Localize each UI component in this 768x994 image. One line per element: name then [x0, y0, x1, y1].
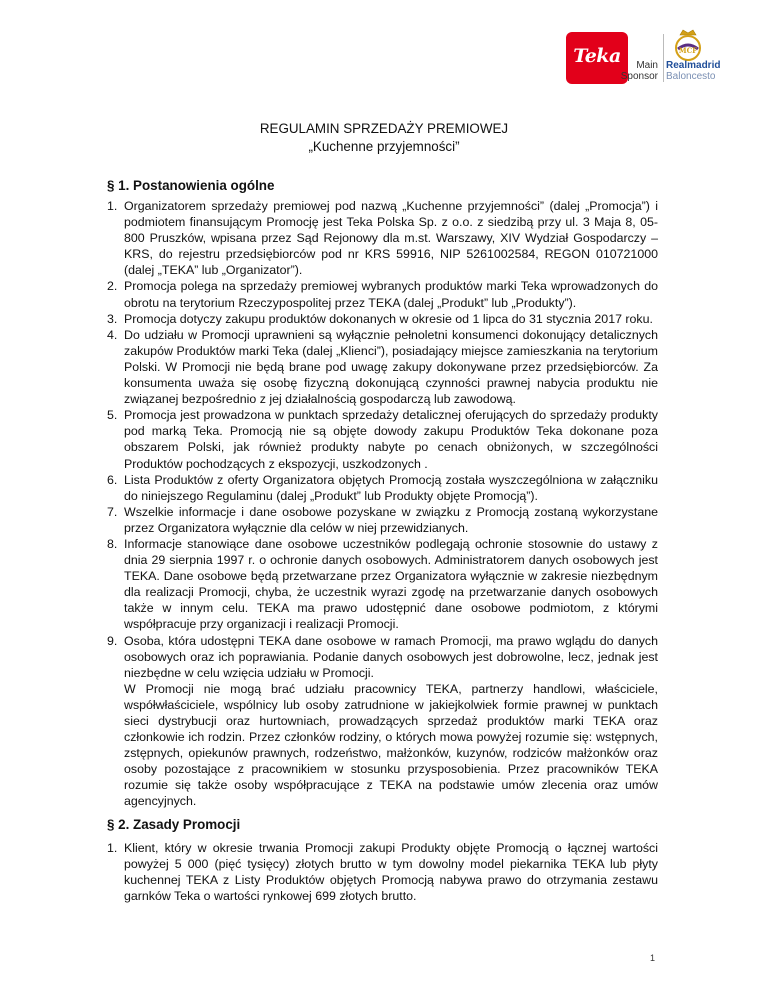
list-item: 2. Promocja polega na sprzedaży premiowej wybranych produktów marki Teka wprowadzonych do obrotu na terytorium Rzeczypospolitej przez TEKA (dalej „Produkt” lub „Produkty”). [107, 279, 658, 310]
list-item: 5. Promocja jest prowadzona w punktach sprzedaży detalicznej oferujących do sprzedaży produkty pod marką Teka. Promocją nie są objęte dowody zakupu Produktów Teka dokonane poza obszarem Polski, jak również produkty nabyte po cenach obniżonych, w szczególności Produktów pochodzących z ekspozycji, uszkodzonych . [107, 408, 658, 471]
svg-text:MCF: MCF [678, 46, 698, 55]
section-1-list [107, 198, 658, 810]
real-madrid-crest-icon [671, 28, 705, 64]
list-item: 7. Wszelkie informacje i dane osobowe pozyskane w związku z Promocją zostaną wykorzystane przez Organizatora wyłącznie dla celów w niej przewidzianych. [107, 504, 658, 535]
list-item: 8. Informacje stanowiące dane osobowe uczestników podlegają ochronie stosownie do ustawy z dnia 29 sierpnia 1997 r. o ochronie danych osobowych. Administratorem danych osobowych jest TEKA. Dane osobowe będą przetwarzane przez Organizatora wyłącznie w zakresie niezbędnym dla realizacji Promocji, chyba, że uczestnik wyrazi zgodę na przetwarzanie danych osobowych także w innym celu. TEKA ma prawo udostępnić dane osobowe podmiotom, z którymi współpracuje przy organizacji i realizacji Promocji. [107, 536, 658, 632]
list-item: 3. Promocja dotyczy zakupu produktów dokonanych w okresie od 1 lipca do 31 stycznia 2017 roku. [107, 311, 653, 326]
document-subtitle: „Kuchenne przyjemności” [308, 139, 460, 154]
document-title: REGULAMIN SPRZEDAŻY PREMIOWEJ [259, 121, 509, 136]
real-madrid-wordmark: Realmadrid Baloncesto [666, 60, 721, 82]
list-item: 4. Do udziału w Promocji uprawnieni są wyłącznie pełnoletni konsumenci dokonujący detalicznych zakupów Produktów marki Teka (dalej „Klienci”), posiadający miejsce zamieszkania na terytorium Polski. W Promocji nie będą brane pod uwagę zakupy dokonywane przez przedsiębiorców. Za konsumenta uważa się osobę fizyczną dokonującą czynności prawnej nabycia produktu nie związanej bezpośrednio z jej działalnością gospodarczą lub zawodową. [107, 327, 658, 407]
exclusion-paragraph: W Promocji nie mogą brać udziału pracownicy TEKA, partnerzy handlowi, właściciele, współwłaściciele, wspólnicy lub osoby zatrudnione w jakiejkolwiek formie prawnej w punktach sieci dystrybucji oraz hurtowniach, prowadzących sprzedaż produktów marki TEKA oraz członkowie ich rodzin. Przez członków rodziny, o których mowa powyżej rozumie się: wstępnych, zstępnych, opiekunów prawnych, rodzeństwo, małżonków, kuzynów, rodziców małżonków oraz osoby pozostające z pracownikiem w stosunku przysposobienia. Przez pracowników TEKA rozumie się także osoby współpracujące z TEKA na podstawie umów zlecenia oraz umów agencyjnych. [124, 681, 658, 809]
section-1-heading: § 1. Postanowienia ogólne [107, 178, 275, 193]
list-item: 6. Lista Produktów z oferty Organizatora objętych Promocją została wyszczególniona w załączniku do niniejszego Regulaminu (dalej „Produkt” lub Produkty objęte Promocją”). [107, 472, 658, 503]
list-item: 1. Organizatorem sprzedaży premiowej pod nazwą „Kuchenne przyjemności” (dalej „Promocja”) i podmiotem finansującym Promocję jest Teka Polska Sp. z o.o. z siedzibą przy ul. 3 Maja 8, 05-800 Pruszków, wpisana przez Sąd Rejonowy dla m.st. Warszawy, XIV Wydział Gospodarczy – KRS, do rejestru przedsiębiorców pod nr KRS 59916, NIP 5261002584, REGON 010721000 (dalej „TEKA” lub „Organizator”). [107, 199, 658, 278]
teka-logo [566, 32, 628, 84]
section-2-list [107, 840, 658, 904]
list-item: 9. Osoba, która udostępni TEKA dane osobowe w ramach Promocji, ma prawo wglądu do danych osobowych oraz ich poprawiania. Podanie danych osobowych jest dobrowolne, lecz, jednak jest niezbędne w celu wzięcia udziału w Promocji. [107, 633, 658, 680]
page-number: 1 [650, 953, 656, 963]
teka-logo-text: Teka [573, 45, 621, 67]
list-item: 1. Klient, który w okresie trwania Promocji zakupi Produkty objęte Promocją o łącznej wartości powyżej 5 000 (pięć tysięcy) złotych brutto w tym dowolny model piekarnika TEKA lub płyty kuchennej TEKA z Listy Produktów objętych Promocją nabywa prawo do otrzymania zestawu garnków Teka o wartości rynkowej 699 złotych brutto. [107, 841, 658, 904]
section-2-heading: § 2. Zasady Promocji [107, 817, 241, 832]
header-divider [663, 34, 664, 82]
main-sponsor-label: Main Sponsor [620, 60, 658, 82]
